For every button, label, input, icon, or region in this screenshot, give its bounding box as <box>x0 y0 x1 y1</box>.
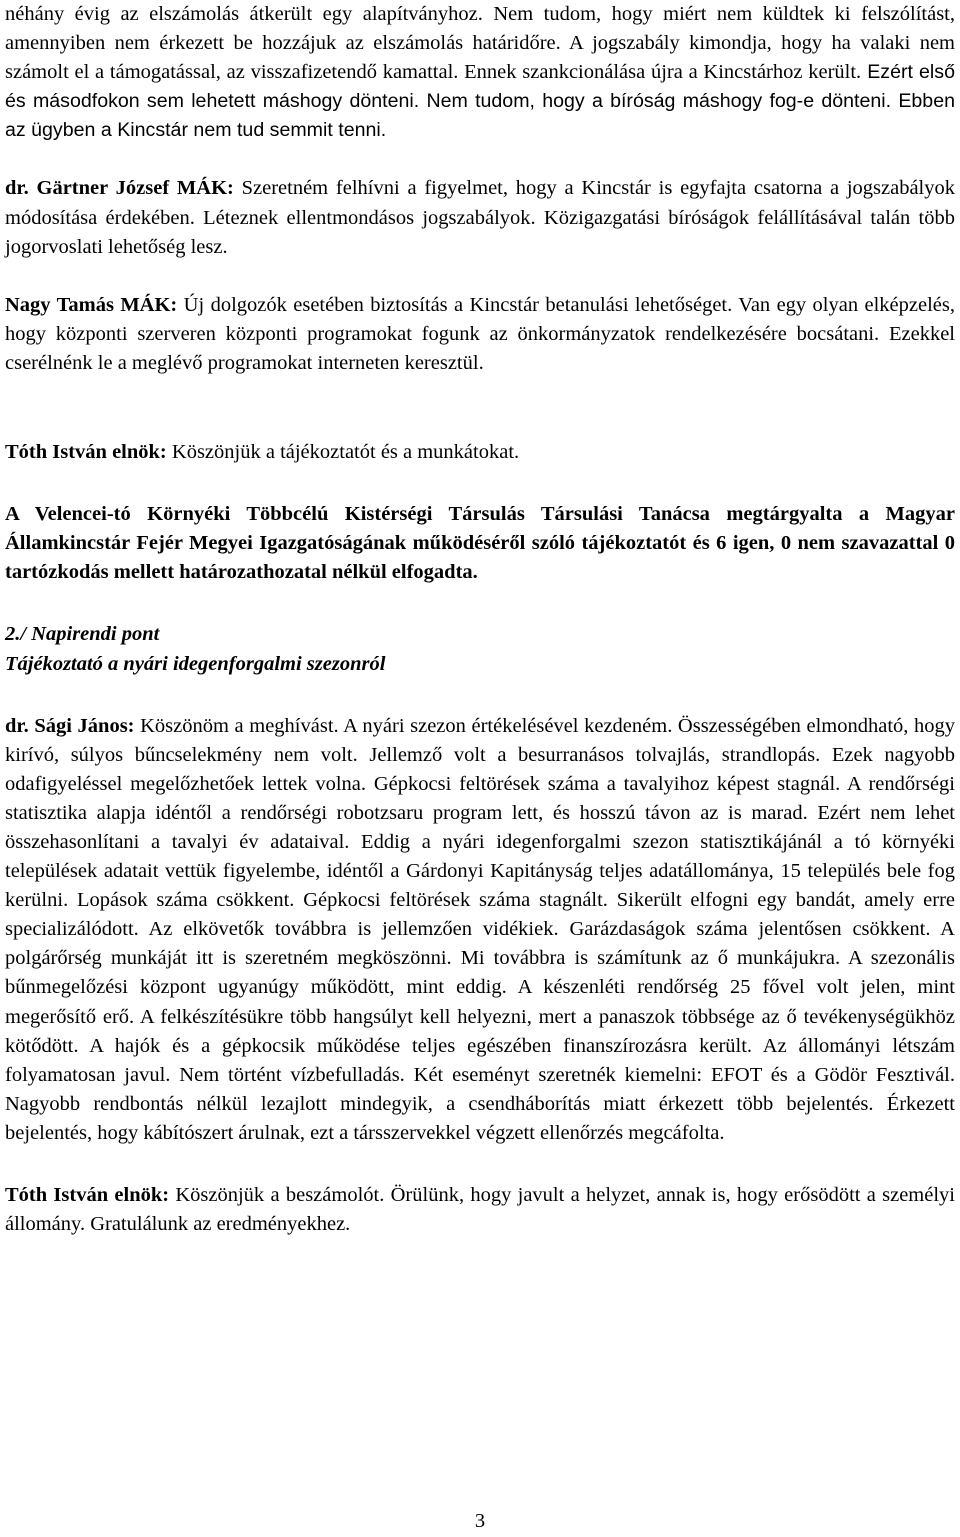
paragraph-text: Léteznek ellentmondásos jogszabályok. Közigazgatási bíróságok felállításával talán több jogorvoslati lehetőség lesz. <box>5 206 955 258</box>
paragraph-nagy <box>5 291 955 378</box>
paragraph-text: Ezért első és másodfokon sem lehetett máshogy dönteni. Nem tudom, hogy a bíróság máshogy fog-e dönteni. Ebben az ügyben a Kincstár nem tud semmit tenni. <box>5 61 955 142</box>
resolution-text: A Velencei-tó Környéki Többcélú Kistérségi Társulás Társulási Tanácsa megtárgyalta a Magyar Államkincstár Fejér Megyei Igazgatóságának működéséről szóló tájékoztatót és 6 igen, 0 nem szavazattal 0 tartózkodás mellett határozathozatal nélkül elfogadta. <box>5 503 955 584</box>
page-number: 3 <box>474 1510 486 1532</box>
paragraph-text: Új dolgozók esetében biztosítás a Kincstár betanulási lehetőséget. Van egy olyan elképzelés, hogy központi szerveren központi programokat fogunk az önkormányzatok rendelkezésére bocsátani. Ezekkel cserélnénk le a meglévő programokat interneten keresztül. <box>5 293 955 374</box>
paragraph-text: Szeretném felhívni a figyelmet, hogy a Kincstár is egyfajta csatorna a jogszabályok módosítása érdekében. <box>5 177 955 229</box>
paragraph-toth-1 <box>5 438 955 467</box>
paragraph-gartner <box>5 174 955 261</box>
speaker-name: dr. Sági János: <box>5 714 135 737</box>
paragraph-text: néhány évig az elszámolás átkerült egy alapítványhoz. Nem tudom, hogy miért nem küldtek ki felszólítást, amennyiben nem érkezett be hozzájuk az elszámolás határidőre. A jogszabály kimondja, hogy ha valaki nem számolt el a támogatással, az visszafizetendő kamattal. Ennek szankcionálása újra a Kincstárhoz került. <box>5 3 955 84</box>
paragraph-text: Köszönjük a beszámolót. Örülünk, hogy javult a helyzet, annak is, hogy erősödött a személyi állomány. Gratulálunk az eredményekhez. <box>5 1184 955 1236</box>
agenda-title: Tájékoztató a nyári idegenforgalmi szezonról <box>5 652 386 675</box>
paragraph-text: Köszönöm a meghívást. A nyári szezon értékelésével kezdeném. Összességében elmondható, hogy kirívó, súlyos bűncselekmény nem volt. Jellemző volt a besurranásos tolvajlás, strandlopás. Ezek nagyobb odafigyeléssel megelőzhetőek lettek volna. Gépkocsi feltörések száma a tavalyihoz képest stagnál. A rendőrségi statisztika alapja idéntől a rendőrségi robotzsaru program lett, és hosszú távon az is marad. Ezért nem lehet összehasonlítani a tavalyi év adataival. Eddig a nyári idegenforgalmi szezon statisztikájánál a tó környéki települések adatait vettük figyelembe, idéntől a Gárdonyi Kapitányság teljes adatállománya, 15 település bele fog kerülni. Lopások száma csökkent. Gépkocsi feltörések száma stagnált. Sikerült elfogni egy bandát, amely erre specializálódott. Az elkövetők továbbra is jellemzően vidékiek. Garázdaságok száma jelentősen csökkent. A polgárőrség munkáját itt is szeretném megköszönni. Mi továbbra is számítunk az ő munkájukra. A szezonális bűnmegelőzési központ ugyanúgy működött, mint eddig. A készenléti rendőrség 25 fővel volt jelen, mint megerősítő erő. A felkészítésükre több hangsúlyt kell helyezni, mert a panaszok többsége az ő tevékenységükhöz kötődött. A hajók és a gépkocsik működése teljes egészében finanszírozásra került. Az állományi létszám folyamatosan javul. Nem történt vízbefulladás. Két eseményt szeretnék kiemelni: EFOT és a Gödör Fesztivál. Nagyobb rendbontás nélkül lezajlott mindegyik, a csendháborítás miatt érkezett több bejelentés. Érkezett bejelentés, hogy kábítószert árulnak, ezt a társszervekkel végzett ellenőrzés megcáfolta. <box>5 714 955 1144</box>
speaker-name: dr. Gärtner József MÁK: <box>5 177 234 200</box>
paragraph-continuation <box>5 0 955 145</box>
speaker-name: Tóth István elnök: <box>5 441 167 464</box>
speaker-name: Tóth István elnök: <box>5 1184 170 1206</box>
paragraph-sagi <box>5 712 955 1148</box>
document-page <box>5 0 955 1537</box>
speaker-name: Nagy Tamás MÁK: <box>5 293 178 316</box>
paragraph-toth-2 <box>5 1181 955 1239</box>
paragraph-text: Köszönjük a tájékoztatót és a munkátokat. <box>166 441 520 464</box>
agenda-number: 2./ Napirendi pont <box>5 623 160 646</box>
